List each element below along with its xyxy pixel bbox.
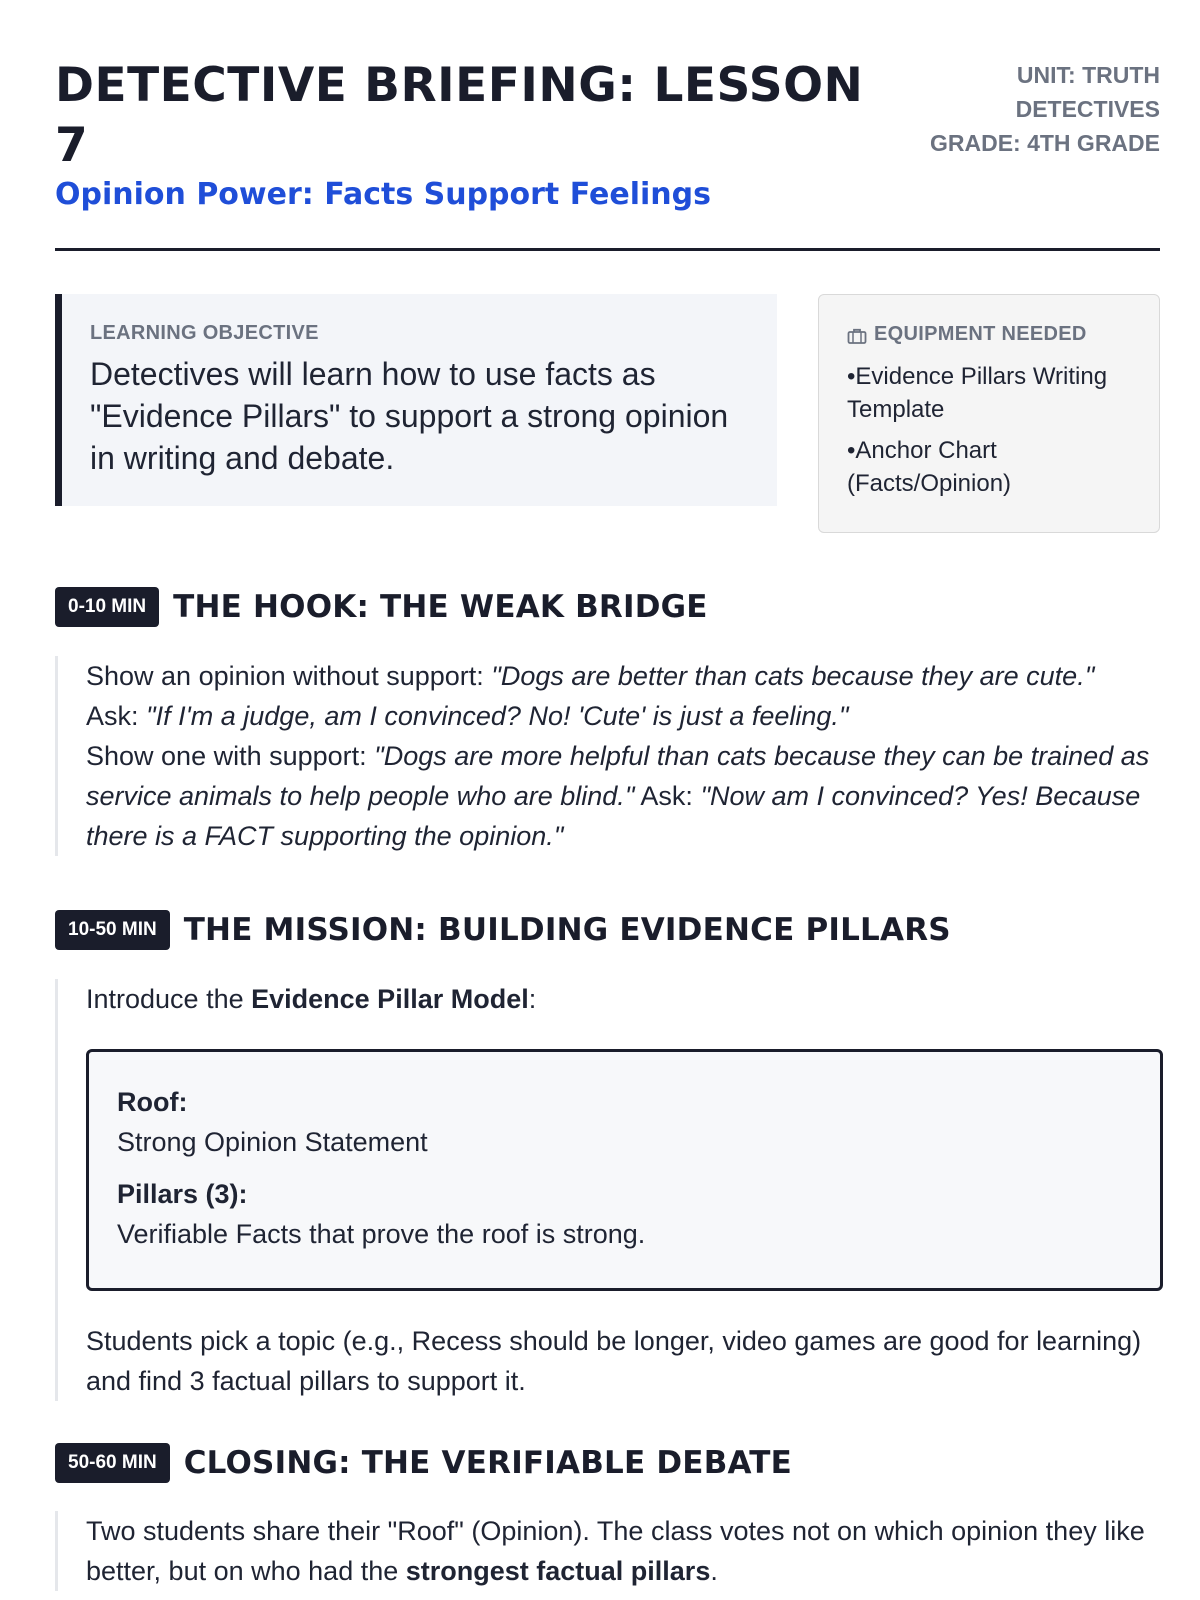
hook-section-header	[55, 587, 708, 627]
hook-quote: "If I'm a judge, am I convinced? No! 'Cute' is just a feeling."	[146, 701, 849, 731]
lesson-meta	[920, 58, 1160, 160]
page-header	[55, 52, 1160, 252]
page-subtitle: Opinion Power: Facts Support Feelings	[55, 177, 711, 212]
equipment-list	[847, 360, 1133, 500]
mission-text: Introduce the	[86, 984, 252, 1014]
time-badge: 10-50 MIN	[55, 910, 170, 950]
pillars-label: Pillars (3):	[117, 1179, 248, 1209]
learning-objective-box	[55, 294, 777, 506]
time-badge: 0-10 MIN	[55, 587, 159, 627]
hook-section-body	[55, 656, 1160, 856]
grade-label: GRADE: 4TH GRADE	[929, 130, 1160, 156]
mission-section-body	[55, 979, 1160, 1401]
hook-line-2	[86, 696, 1160, 736]
mission-bold: Evidence Pillar Model	[251, 984, 529, 1014]
equipment-heading	[847, 323, 1133, 346]
section-title: CLOSING: THE VERIFIABLE DEBATE	[183, 1445, 793, 1481]
closing-section-header	[55, 1443, 792, 1483]
closing-text	[86, 1511, 1160, 1591]
section-title: THE MISSION: BUILDING EVIDENCE PILLARS	[183, 912, 951, 948]
hook-text: Ask:	[86, 701, 147, 731]
hook-text: Show one with support:	[86, 741, 375, 771]
closing-bold: strongest factual pillars	[405, 1556, 711, 1586]
hook-text: Ask:	[634, 781, 701, 811]
equipment-box	[818, 294, 1160, 533]
equipment-item: • Anchor Chart (Facts/Opinion)	[847, 434, 1133, 500]
closing-text-lead: Two students share their "Roof" (Opinion). The class votes not on which opinion they like better, but on who had the	[86, 1516, 1145, 1586]
equipment-item: • Evidence Pillars Writing Template	[847, 360, 1133, 426]
toolbox-icon	[847, 327, 867, 343]
hook-line-1	[86, 656, 1160, 696]
mission-outro: Students pick a topic (e.g., Recess should be longer, video games are good for learning) and find 3 factual pillars to support it.	[86, 1326, 1142, 1396]
unit-label: UNIT: TRUTH DETECTIVES	[1015, 62, 1160, 122]
closing-section-body	[55, 1511, 1160, 1591]
objective-text: Detectives will learn how to use facts as "Evidence Pillars" to support a strong opinion in writing and debate.	[90, 356, 729, 476]
mission-intro	[86, 979, 1160, 1019]
closing-text-tail: .	[710, 1556, 718, 1586]
roof-label: Roof:	[117, 1087, 188, 1117]
roof-text: Strong Opinion Statement	[117, 1127, 428, 1157]
evidence-pillar-model-box	[86, 1049, 1163, 1291]
mission-section-header	[55, 910, 951, 950]
hook-quote: "Now am I convinced? Yes! Because there is a FACT supporting the opinion."	[86, 781, 1141, 851]
mission-text: :	[528, 984, 537, 1014]
hook-line-3	[86, 736, 1160, 856]
header-divider	[55, 248, 1160, 251]
hook-quote: "Dogs are more helpful than cats because they can be trained as service animals to help people who are blind."	[86, 741, 1150, 811]
objective-label: LEARNING OBJECTIVE	[90, 322, 319, 344]
pillars-text: Verifiable Facts that prove the roof is strong.	[117, 1219, 646, 1249]
equipment-label: EQUIPMENT NEEDED	[874, 323, 1087, 345]
section-title: THE HOOK: THE WEAK BRIDGE	[173, 589, 708, 625]
hook-quote: "Dogs are better than cats because they are cute."	[491, 661, 1095, 691]
hook-text: Show an opinion without support:	[86, 661, 492, 691]
page-title: DETECTIVE BRIEFING: LESSON 7	[55, 58, 864, 173]
time-badge: 50-60 MIN	[55, 1443, 170, 1483]
